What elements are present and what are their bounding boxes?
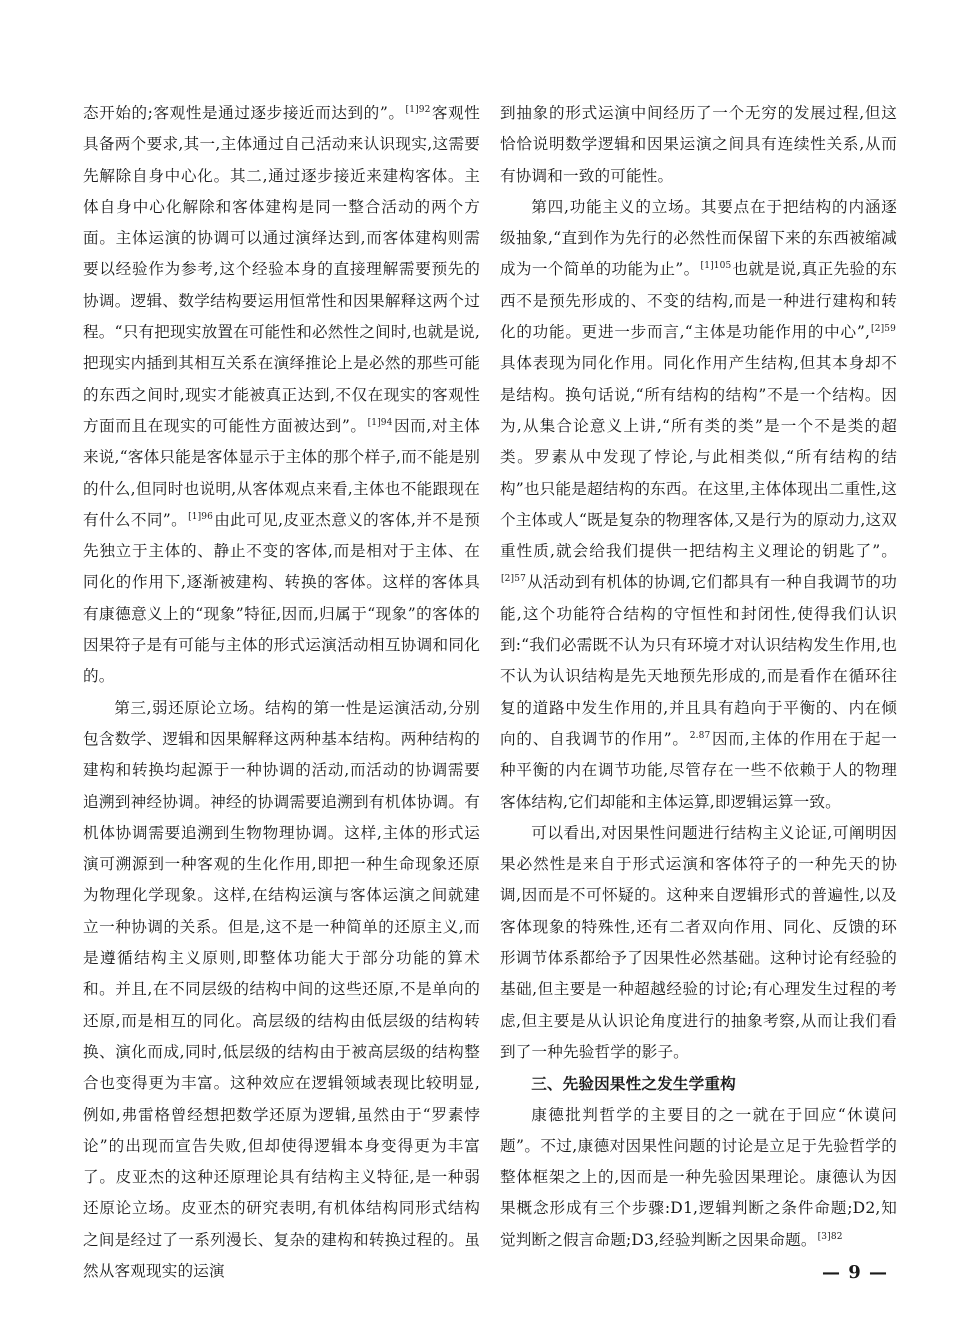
paragraph-text: 第四,功能主义的立场。其要点在于把结构的内涵逐级抽象,“直到作为先行的必然性而保留下来的东西被缩减成为一个简单的功能为止”。 — [500, 197, 897, 279]
paragraph-functionalism — [500, 192, 897, 818]
paragraph-kant — [500, 1100, 897, 1256]
citation: [3]82 — [817, 1231, 843, 1242]
paragraph-text: 因而,主体的作用在于起一种平衡的内在调节功能,尽管存在一些不依赖于人的物理客体结构,它们却能和主体运算,即逻辑运算一致。 — [500, 729, 897, 811]
right-column — [500, 98, 897, 1256]
citation: [2]57 — [501, 574, 526, 585]
paragraph-weak-reductionism — [83, 693, 480, 1288]
citation: [1]92 — [405, 105, 431, 115]
citation: 2.87 — [689, 730, 711, 741]
paragraph-text: 由此可见,皮亚杰意义的客体,并不是预先独立于主体的、静止不变的客体,而是相对于主体、在同化的作用下,逐渐被建构、转换的客体。这样的客体具有康德意义上的“现象”特征,因而,归属于“现象”的客体的因果符子是有可能与主体的形式运演活动相互协调和同化的。 — [83, 510, 480, 686]
paragraph-text: 到抽象的形式运演中间经历了一个无穷的发展过程,但这恰恰说明数学逻辑和因果运演之间具有连续性关系,从而有协调和一致的可能性。 — [500, 104, 897, 185]
section-heading: 三、先验因果性之发生学重构 — [531, 1074, 736, 1094]
paragraph-objectivity — [83, 98, 480, 693]
paragraph-text: 具体表现为同化作用。同化作用产生结构,但其本身却不是结构。换句话说,“所有结构的结构”不是一个结构。因为,从集合论意义上讲,“所有类的类”是一个不是类的超类。罗素从中发现了悖论,与此相类似,“所有结构的结构”也只能是超结构的东西。在这里,主体体现出二重性,这个主体或人“既是复杂的物理客体,又是行为的原动力,这双重性质,就会给我们提供一把结构主义理论的钥匙了”。 — [500, 354, 897, 561]
citation: [2]59 — [871, 324, 896, 335]
citation: [1]96 — [188, 511, 214, 522]
paragraph-text: 第三,弱还原论立场。结构的第一性是运演活动,分别包含数学、逻辑和因果解释这两种基本结构。两种结构的建构和转换均起源于一种协调的活动,而活动的协调需要追溯到神经协调。神经的协调需要追溯到有机体协调。有机体协调需要追溯到生物物理协调。这样,主体的形式运演可溯源到一种客观的生化作用,即把一种生命现象还原为物理化学现象。这样,在结构运演与客体运演之间就建立一种协调的关系。但是,这不是一种简单的还原主义,而是遵循结构主义原则,即整体功能大于部分功能的算术和。并且,在不同层级的结构中间的这些还原,不是单向的还原,而是相互的同化。高层级的结构由低层级的结构转换、演化而成,同时,低层级的结构由于被高层级的结构整合也变得更为丰富。这种效应在逻辑领域表现比较明显,例如,弗雷格曾经想把数学还原为逻辑,虽然由于“罗素悖论”的出现而宣告失败,但却使得逻辑本身变得更为丰富了。皮亚杰的这种还原理论具有结构主义特征,是一种弱还原论立场。皮亚杰的研究表明,有机体结构同形式结构之间是经过了一系列漫长、复杂的建构和转换过程的。虽然从客观现实的运演 — [83, 698, 480, 1280]
paragraph-text: 也就是说,真正先验的东西不是预先形成的、不变的结构,而是一种进行建构和转化的功能。更进一步而言,“主体是功能作用的中心”, — [500, 260, 897, 342]
paragraph-text: 康德批判哲学的主要目的之一就在于回应“休谟问题”。不过,康德对因果性问题的讨论是立足于先验哲学的整体框架之上的,因而是一种先验因果理论。康德认为因果概念形成有三个步骤:D1,逻辑判断之条件命题;D2,知觉判断之假言命题;D3,经验判断之因果命题。 — [500, 1105, 897, 1249]
paragraph-text: 客观性具备两个要求,其一,主体通过自己活动来认识现实,这需要先解除自身中心化。其二,通过逐步接近来建构客体。主体自身中心化解除和客体建构是同一整合活动的两个方面。主体运演的协调可以通过演绎达到,而客体建构则需要以经验作为参考,这个经验本身的直接理解需要预先的协调。逻辑、数学结构要运用恒常性和因果解释这两个过程。“只有把现实放置在可能性和必然性之间时,也就是说,把现实内插到其相互关系在演绎推论上是必然的那些可能的东西之间时,现实才能被真正达到,不仅在现实的客观性方面而且在现实的可能性方面被达到”。 — [83, 104, 480, 435]
page-number: — 9 — — [822, 1262, 889, 1283]
paragraph-text: 态开始的;客观性是通过逐步接近而达到的”。 — [83, 104, 405, 122]
paragraph-text: 可以看出,对因果性问题进行结构主义论证,可阐明因果必然性是来自于形式运演和客体符子的一种先天的协调,因而是不可怀疑的。这种来自逻辑形式的普遍性,以及客体现象的特殊性,还有二者双向作用、同化、反馈的环形调节体系都给予了因果性必然基础。这种讨论有经验的基础,但主要是一种超越经验的讨论;有心理发生过程的考虑,但主要是从认识论角度进行的抽象考察,从而让我们看到了一种先验哲学的影子。 — [500, 823, 897, 1061]
left-column — [83, 98, 480, 1287]
citation: [1]94 — [367, 417, 393, 428]
citation: [1]105 — [700, 261, 732, 272]
paragraph-text: 因而,对主体来说,“客体只能是客体显示于主体的那个样子,而不能是别的什么,但同时也说明,从客体观点来看,主体也不能跟现在有什么不同”。 — [83, 416, 480, 529]
paragraph-continuation — [500, 98, 897, 192]
paragraph-summary — [500, 818, 897, 1068]
paragraph-text: 从活动到有机体的协调,它们都具有一种自我调节的功能,这个功能符合结构的守恒性和封闭性,使得我们认识到:“我们必需既不认为只有环境才对认识结构发生作用,也不认为认识结构是先天地预先形成的,而是看作在循环往复的道路中发生作用的,并且具有趋向于平衡的、内在倾向的、自我调节的作用”。 — [500, 573, 897, 748]
